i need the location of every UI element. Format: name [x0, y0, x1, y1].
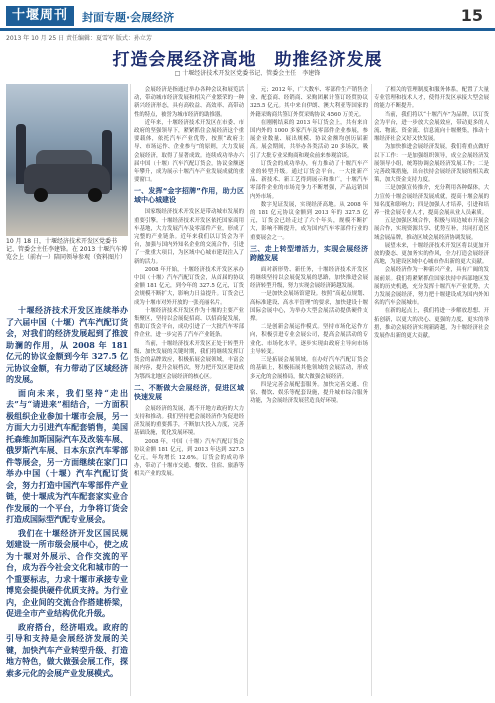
- body-paragraph: 国家级经济技术开发区是带动城市发展的重要引擎。十堰经济技术开发区依托国家商用车基地，大力发展汽车及零部件产业，形成了完整的产业链条。近年来我们以订货会为平台，加强与国内外知名企业的交流合作，引进了一批重大项目，为区域中心城市建设注入了新的活力。: [134, 209, 244, 265]
- section-heading: 一、发挥“金字招牌”作用，助力区域中心城建设: [134, 187, 244, 205]
- article-title: 打造会展经济高地 助推经济发展: [112, 50, 383, 70]
- body-paragraph: 在新的起点上，我们将进一步解放思想、开拓创新，以更大的决心、更强的力度、更实的举措，推动会展经济实现新跨越，为十堰经济社会发展作出新的更大贡献。: [374, 308, 489, 340]
- photo-wheel: [34, 188, 48, 202]
- body-column-3: [374, 86, 489, 696]
- body-paragraph: 元；2012 年，广大数车、零部件生产销售企业、配套商、经销商、采购团累计签订经贸协议 325.5 亿元。其中来自伊朗、澳大利亚等国家的外籍采购商共签订外贸采购协议 4560 万美元。: [250, 87, 368, 118]
- body-paragraph: 十堰经济技术开发区作为十堰的主要产业集聚区，坚持以会展促招商、以招商促发展，借助订货会平台，成功引进了一大批汽车零部件企业，进一步完善了汽车产业链条。: [134, 307, 244, 339]
- photo-caption: 10 月 18 日，十堰经济技术开发区党委书记、管委会主任李建锋。在 2013 十堰汽车博览会上（前右一）陪同领导参观（资料图片）: [6, 238, 128, 261]
- body-paragraph: 四是完善会展配套服务。加快完善交通、住宿、餐饮、娱乐等配套设施，提升城市综合服务功能，为会展经济发展营造良好环境。: [250, 381, 368, 405]
- dateline: 2013 年 10 月 25 日 责任编辑：夏雪军 版式：孙立芳: [6, 35, 152, 42]
- body-paragraph: 2008 年开始，十堰经济技术开发区承办中国（十堰）汽车汽配订货会，从首届的协议金额 181 亿元，到今年的 327.5 亿元，订货会规模不断扩大，影响力日益提升。订货会已成为十堰市对外开放的一张亮丽名片。: [134, 266, 244, 306]
- column-divider: [247, 84, 248, 696]
- body-paragraph: 三是拓展会展领域。在办好汽车汽配订货会的基础上，积极拓展其他领域的会展活动，形成多元化的会展格局，做大做强会展经济。: [250, 357, 368, 380]
- body-paragraph: 面对新形势、新任务，十堰经济技术开发区将继续坚持以会展促发展的思路，加快推进会展经济转型升级，努力实现会展经济跨越发展。: [250, 266, 368, 290]
- body-paragraph: 会展经济的发展，离不开地方政府的大力支持和推动。我们坚持把会展经济作为促进经济发展的重要抓手，不断加大投入力度，完善基础设施，优化发展环境。: [134, 405, 244, 437]
- body-paragraph: 三是加强宣传推介，充分利用各种媒体，大力宣传十堰会展经济发展成就，提高十堰会展的知名度和影响力；四是加强人才培养，引进和培养一批会展专业人才，提高会展从业人员素质。: [374, 185, 489, 217]
- page-header: [0, 0, 495, 30]
- article-byline: □ 十堰经济技术开发区党委书记、管委会主任 李建锋: [174, 70, 321, 77]
- body-paragraph: 为加快推进会展经济发展，我们将重点做好以下工作：一是加强组织领导，成立会展经济发展领导小组，统筹协调会展经济发展工作；二是完善政策措施，出台扶持会展经济发展的相关政策，加大资金支持力度。: [374, 144, 489, 184]
- lead-paragraph: 十堰经济技术开发区连续举办了六届中国（十堰）汽车汽配订货会，对我们的经济发展起到了推波助澜的作用，从 2008 年 181 亿元的协议金额到今年 327.5 亿元协议金额，有力带动了区域经济的发展。: [6, 305, 128, 384]
- body-column-2: [250, 86, 368, 696]
- body-paragraph: 一是加快会展场馆建设。按照“高起点规划、高标准建设、高水平管理”的要求，加快建设十堰国际会展中心，为举办大型会展活动提供硬件支撑。: [250, 291, 368, 323]
- body-paragraph: 2008 年，中国（十堰）汽车汽配订货会协议金额 181 亿元，到 2013 年达到 327.5 亿元，年均增长 12.6%。订货会的成功举办，带动了十堰市交通、餐饮、住宿、旅游等相关产业的发展。: [134, 438, 244, 478]
- publication-logo: 十堰周刊: [6, 6, 74, 26]
- body-paragraph: 当前，十堰经济技术开发区正处于转型升级、加快发展的关键时期，我们将继续发挥订货会的品牌效应，积极拓展会展领域，丰富会展内容，提升会展档次，努力把开发区建设成为鄂西北地区会展经济的核心区。: [134, 340, 244, 380]
- body-paragraph: 当前，我们将以“十堰汽车”为品牌，以订货会为平台，进一步放大会展效应，带动更多的人流、物流、资金流、信息流向十堰聚集，推动十堰经济社会又好又快发展。: [374, 111, 489, 143]
- photo-wheel: [88, 188, 102, 202]
- body-column-1: [134, 86, 244, 696]
- body-paragraph: 二是创新会展运作模式。坚持市场化运作方向，积极引进专业会展公司，提高会展活动的专业化、市场化水平，逐步实现由政府主导向市场主导转变。: [250, 324, 368, 355]
- body-paragraph: 了相关的管理制度和服务体系，配置了大量专业管理和技术人才，使得开发区承接大型会展的能力不断提升。: [374, 87, 489, 110]
- section-heading: 三、走上转型增活力，实现会展经济跨越发展: [250, 244, 368, 262]
- lead-paragraph: 面向未来，我们坚持“走出去”与“请进来”相结合，一方面积极组织企业参加十堰市会展，另一方面大力引进汽车配套销售，美国托森维加斯国际汽车及改装车展、俄罗斯汽车展、日本东京汽车零部件等展会，另一方面继续在家门口举办中国（十堰）汽车汽配订货会，努力打造中国汽车零部件产业链，使十堰成为汽车配套家实业合作发展的一个平台，力争将订货会打造成国际型汽配专业展会。: [6, 387, 128, 524]
- body-paragraph: 五是加强区域合作，积极与周边城市开展会展合作，实现资源共享、优势互补，共同打造区域会展品牌，推动区域会展经济协调发展。: [374, 218, 489, 241]
- body-paragraph: 会展经济作为一种新兴产业，具有广阔的发展前景。我们将紧紧抓住国家扶持中西部地区发展的历史机遇，充分发挥十堰汽车产业优势，大力发展会展经济，努力把十堰建设成为国内外知名的汽车会展城市。: [374, 267, 489, 307]
- body-paragraph: 订货会的成功举办，有力推动了十堰汽车产业的转型升级。通过订货会平台，一大批新产品、新技术、新工艺得到展示和推广，十堰汽车零部件企业的市场竞争力不断增强，产品远销国内外市场。: [250, 160, 368, 200]
- lead-paragraph: 我们在十堰经济开发区国民规划建设一所市级会展中心，使之成为十堰对外展示、合作交流的平台，成为吞今社会文化和城市的一个重要标志，力求十堰市承接专业博览会提供硬件优质支持。为行业内，企业间的交流合作搭建桥梁，促进全市产业结构优化升级。: [6, 527, 128, 618]
- body-paragraph: 数字见证发展，实现经济高地。从 2008 年的 181 亿元协议金额到 2013 年的 327.5 亿元，订货会已经走过了六个年头，规模不断扩大，影响不断提升，成为国内汽车零部件行业的重要展会之一。: [250, 201, 368, 241]
- column-divider: [130, 84, 131, 696]
- column-divider: [371, 84, 372, 696]
- page-number: 15: [460, 6, 483, 25]
- section-heading: 二、不断做大会展经济，促进区域快速发展: [134, 383, 244, 401]
- body-paragraph: 会展经济是指通过举办各种会议和展览活动，带动城市经济发展和相关产业繁荣的一种新兴经济形态，具有高收益、高效率、高带动性的特点，被誉为城市经济的助推器。: [134, 87, 244, 118]
- body-paragraph: 在刚刚结束的 2013 年订货会上，共有来自国内外的 1000 多家汽车及零部件企业参展，参展企业数量、展出规模、协议金额均创历届新高。展会期间，共举办各类活动 20 多场次，吸引了大批专业采购商和观众前来参观洽谈。: [250, 119, 368, 159]
- body-paragraph: 展望未来，十堰经济技术开发区将以更加开放的姿态、更加务实的作风，全力打造会展经济高地，为建设区域中心城市作出新的更大贡献。: [374, 242, 489, 266]
- section-title: 封面专题·会展经济: [82, 11, 175, 24]
- header-rule: [0, 28, 495, 31]
- lead-column: [6, 305, 128, 681]
- body-paragraph: 近年来，十堰经济技术开发区在市委、市政府的坚强领导下，紧紧抓住会展经济这个重要载体，依托汽车产业优势，按照“政府主导、市场运作、企业参与”的原则，大力发展会展经济，取得了显著成效。连续成功举办六届中国（十堰）汽车汽配订货会，协议金额逐年攀升，成为展示十堰汽车产业发展成就的重要窗口。: [134, 119, 244, 184]
- lead-paragraph: 政府搭台，经济唱戏。政府的引导和支持是会展经济发展的关键，加快汽车产业转型升级、打造地方特色，做大做强会展工作，探索多元化的会展产业发展模式。: [6, 621, 128, 678]
- news-photo: [6, 84, 128, 236]
